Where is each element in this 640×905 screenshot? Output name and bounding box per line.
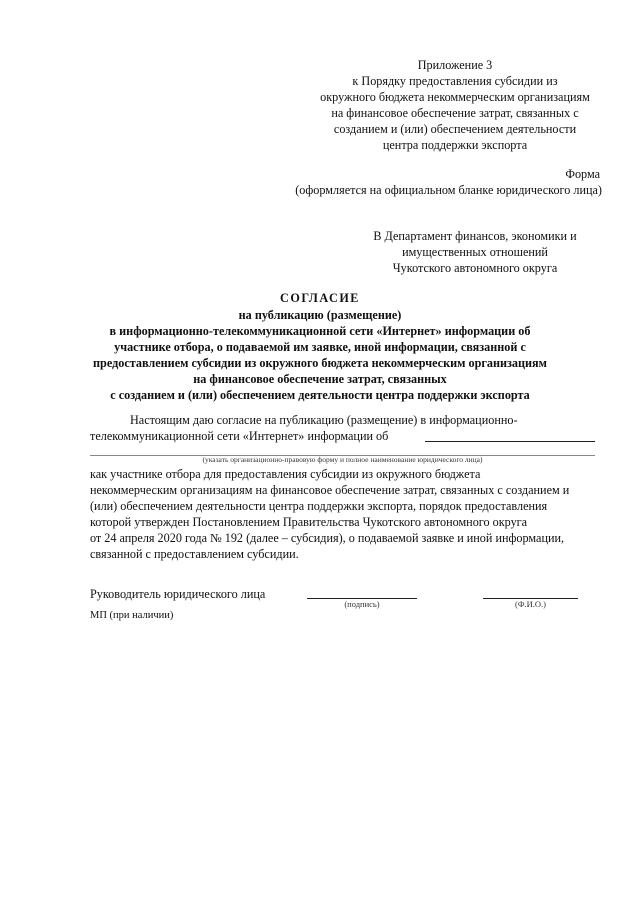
form-label: Форма [565, 167, 600, 181]
title-line: в информационно-телекоммуникационной сети «Интернет» информации об [109, 324, 531, 338]
signatory-role: Руководитель юридического лица [90, 587, 266, 601]
addressee-line: имущественных отношений [402, 245, 548, 259]
consent-paragraph [90, 466, 595, 562]
title-line: предоставлением субсидии из окружного бюджета некоммерческим организациям [93, 356, 547, 370]
appendix-block [290, 57, 620, 153]
addressee-block [330, 228, 620, 276]
appendix-line: на финансовое обеспечение затрат, связанных с [331, 106, 579, 120]
signature-hint: (подпись) [344, 599, 380, 609]
paragraph-line: как участнике отбора для предоставления субсидии из окружного бюджета [90, 467, 481, 481]
appendix-line: окружного бюджета некоммерческим организациям [320, 90, 590, 104]
title-line: на публикацию (размещение) [238, 308, 402, 322]
intro-line-1: Настоящим даю согласие на публикацию (размещение) в информационно- [130, 413, 518, 427]
paragraph-line: от 24 апреля 2020 года № 192 (далее – субсидия), о подаваемой заявке и иной информации, [90, 531, 565, 545]
title-line: на финансовое обеспечение затрат, связанных [193, 372, 447, 386]
organization-field-hint: (указать организационно-правовую форму и полное наименование юридического лица) [202, 455, 483, 464]
addressee-line: В Департамент финансов, экономики и [373, 229, 577, 243]
stamp-label: МП (при наличии) [90, 610, 174, 621]
full-name-hint: (Ф.И.О.) [514, 599, 547, 609]
title-line: с созданием и (или) обеспечением деятельности центра поддержки экспорта [110, 388, 530, 402]
form-note: (оформляется на официальном бланке юридического лица) [295, 183, 602, 197]
paragraph-line: которой утвержден Постановлением Правительства Чукотского автономного округа [90, 515, 528, 529]
intro-line-2: телекоммуникационной сети «Интернет» информации об [90, 429, 389, 443]
document-heading: СОГЛАСИЕ [280, 291, 360, 305]
appendix-line: к Порядку предоставления субсидии из [352, 74, 558, 88]
paragraph-last-line: связанной с предоставлением субсидии. [90, 547, 299, 561]
appendix-line: центра поддержки экспорта [382, 138, 528, 152]
paragraph-line: (или) обеспечением деятельности центра поддержки экспорта, порядок предоставления [90, 499, 548, 513]
title-line: участнике отбора, о подаваемой им заявке, иной информации, связанной с [114, 340, 526, 354]
document-title-block [60, 290, 580, 403]
paragraph-line: некоммерческим организациям на финансовое обеспечение затрат, связанных с созданием и [90, 483, 570, 497]
appendix-line: Приложение 3 [417, 58, 493, 72]
organization-name-field[interactable] [425, 441, 595, 442]
appendix-line: созданием и (или) обеспечением деятельности [333, 122, 577, 136]
addressee-line: Чукотского автономного округа [392, 261, 558, 275]
